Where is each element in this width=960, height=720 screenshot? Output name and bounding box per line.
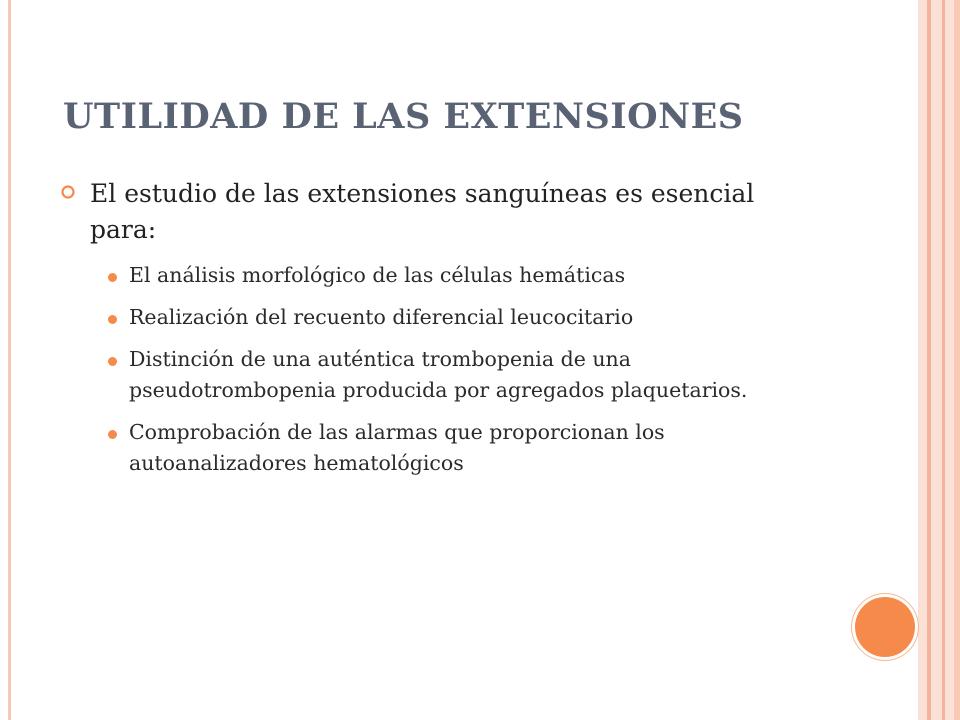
sub-bullet-item [60,344,820,406]
stripe [945,0,954,720]
stripe [931,0,942,720]
sub-bullet-text: Realización del recuento diferencial leucocitario [129,305,634,329]
dot-bullet-icon [108,430,117,439]
sub-bullet-item [60,260,820,291]
sub-bullet-list [60,260,820,479]
sub-bullet-item [60,302,820,333]
slide-title: UTILIDAD DE LAS EXTENSIONES [63,96,744,137]
ring-bullet-icon [60,184,76,200]
dot-bullet-icon [108,273,117,282]
right-decorative-stripes [918,0,960,720]
dot-bullet-icon [108,357,117,366]
stripe [954,0,960,720]
bullet-item [60,176,820,248]
dot-bullet-icon [108,315,117,324]
sub-bullet-text: El análisis morfológico de las células hemáticas [129,263,626,287]
accent-circle [855,597,915,657]
sub-bullet-text: Comprobación de las alarmas que proporcionan los autoanalizadores hematológicos [129,420,665,475]
slide-content [60,176,820,490]
left-rule [8,0,11,720]
sub-bullet-text: Distinción de una auténtica trombopenia de una pseudotrombopenia producida por agregados plaquetarios. [129,347,748,402]
sub-bullet-item [60,417,820,479]
bullet-text: El estudio de las extensiones sanguíneas es esencial para: [90,179,755,244]
stripe [918,0,927,720]
